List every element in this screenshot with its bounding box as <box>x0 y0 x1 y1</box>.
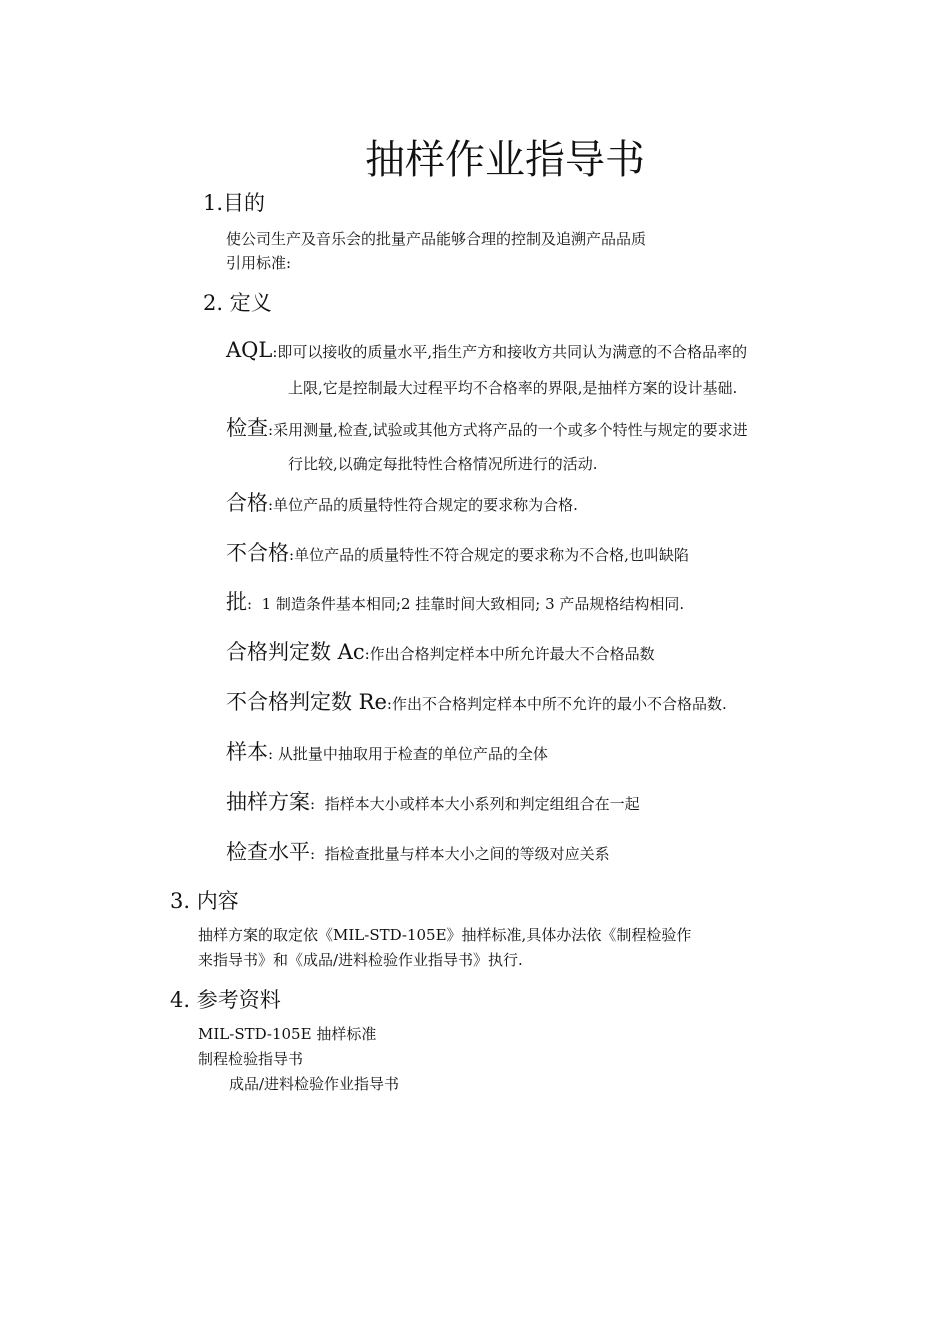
definition-conforming <box>226 487 578 517</box>
definition-text: 1 制造条件基本相同;2 挂靠时间大致相同; 3 产品规格结构相同. <box>252 595 685 613</box>
definition-separator: : <box>247 595 253 613</box>
definition-inspection-level <box>226 836 610 866</box>
definition-text: 作出合格判定样本中所允许最大不合格品数 <box>369 645 655 663</box>
definition-sampling-plan <box>226 786 640 816</box>
section-3-content-line-2: 来指导书》和《成品/进料检验作业指导书》执行. <box>198 951 523 969</box>
definition-separator: : <box>268 496 274 514</box>
definition-sample <box>226 736 548 766</box>
section-1-heading: 1.目的 <box>203 191 266 215</box>
section-3-content-line-1: 抽样方案的取定依《MIL-STD-105E》抽样标准,具体办法依《制程检验作 <box>198 926 692 944</box>
definition-separator: : <box>272 343 278 361</box>
definition-separator: : <box>268 421 274 439</box>
reference-item: 成品/进料检验作业指导书 <box>229 1075 400 1093</box>
definition-aql-continued: 上限,它是控制最大过程平均不合格率的界限,是抽样方案的设计基础. <box>288 379 738 397</box>
definition-text: 作出不合格判定样本中所不允许的最小不合格品数. <box>391 695 727 713</box>
definition-lot <box>226 586 684 616</box>
definition-accept-number <box>226 636 655 666</box>
definition-term: AQL <box>226 338 273 362</box>
definition-reject-number <box>226 686 727 716</box>
definition-separator: : <box>289 546 295 564</box>
definition-inspection <box>226 412 748 442</box>
definition-term: 检查水平 <box>226 840 310 864</box>
section-4-heading: 4. 参考资料 <box>170 988 281 1012</box>
definition-term: 抽样方案 <box>226 790 310 814</box>
section-1-purpose: 使公司生产及音乐会的批量产品能够合理的控制及追溯产品品质 <box>226 230 647 248</box>
definition-inspection-continued: 行比较,以确定每批特性合格情况所进行的活动. <box>288 455 598 473</box>
definition-separator: : <box>386 695 392 713</box>
reference-item: MIL-STD-105E 抽样标准 <box>198 1025 377 1043</box>
definition-term: 检查 <box>226 416 268 440</box>
definition-term: 批 <box>226 590 247 614</box>
definition-term: 不合格判定数 Re <box>226 690 387 714</box>
section-3-heading: 3. 内容 <box>170 889 239 913</box>
definition-nonconforming <box>226 537 689 567</box>
definition-aql <box>226 338 747 362</box>
definition-term: 合格 <box>226 491 268 515</box>
definition-separator: : <box>268 745 274 763</box>
definition-text: 指检查批量与样本大小之间的等级对应关系 <box>315 845 610 863</box>
definition-text: 单位产品的质量特性符合规定的要求称为合格. <box>273 496 578 514</box>
definition-term: 样本 <box>226 740 268 764</box>
document-title: 抽样作业指导书 <box>365 137 645 183</box>
definition-term: 合格判定数 Ac <box>226 640 365 664</box>
definition-text: 即可以接收的质量水平,指生产方和接收方共同认为满意的不合格品率的 <box>277 343 748 361</box>
definition-text: 指样本大小或样本大小系列和判定组组合在一起 <box>315 795 640 813</box>
definition-text: 从批量中抽取用于检查的单位产品的全体 <box>273 745 548 763</box>
section-1-reference: 引用标准: <box>226 254 292 272</box>
definition-separator: : <box>310 845 316 863</box>
definition-text: 采用测量,检查,试验或其他方式将产品的一个或多个特性与规定的要求进 <box>273 421 748 439</box>
definition-separator: : <box>364 645 370 663</box>
reference-item: 制程检验指导书 <box>198 1050 304 1068</box>
definition-text: 单位产品的质量特性不符合规定的要求称为不合格,也叫缺陷 <box>294 546 689 564</box>
section-2-heading: 2. 定义 <box>203 291 272 315</box>
definition-separator: : <box>310 795 316 813</box>
definition-term: 不合格 <box>226 541 289 565</box>
